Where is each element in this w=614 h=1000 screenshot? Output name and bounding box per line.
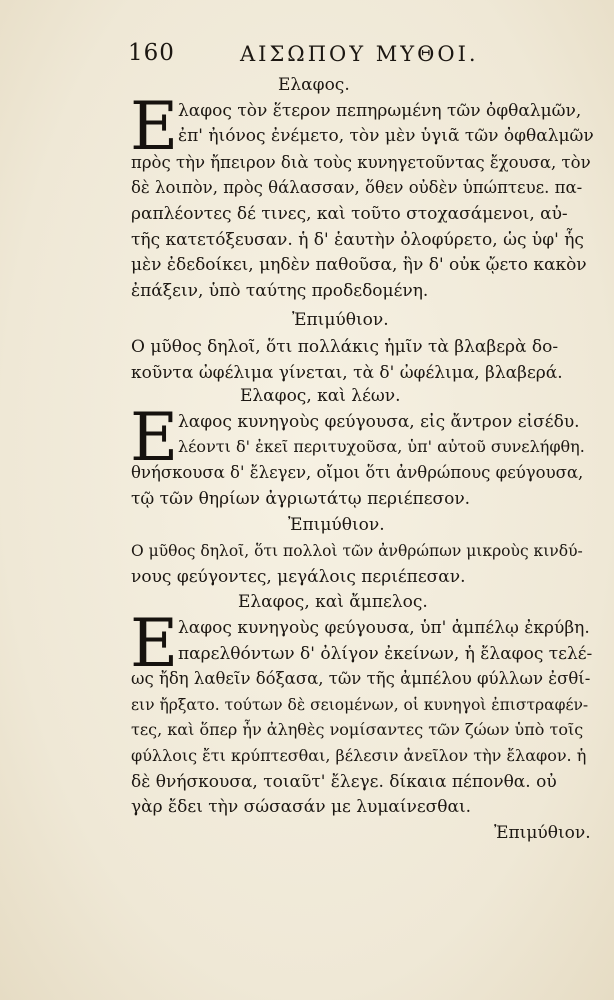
running-title: ΑΙΣΩΠΟΥ ΜΥΘΟΙ. (240, 42, 479, 66)
fable-3-moral-title: Ἐπιμύθιον. (494, 823, 591, 843)
fable-3-line: δὲ θνήσκουσα, τοιαῦτ' ἔλεγε. δίκαια πέπονθα. οὐ (131, 772, 557, 792)
fable-2-title: Ελαφος, καὶ λέων. (240, 386, 401, 406)
fable-1-line: ἐπ' ἠιόνος ἐνέμετο, τὸν μὲν ὑγιᾶ τῶν ὀφθαλμῶν (178, 126, 594, 146)
page-number: 160 (128, 40, 175, 66)
fable-3-line: ειν ἤρξατο. τούτων δὲ σειομένων, οἱ κυνηγοὶ ἐπιστραφέν- (131, 696, 589, 714)
fable-3-title: Ελαφος, καὶ ἄμπελος. (238, 592, 428, 612)
fable-3-line: φύλλοις ἔτι κρύπτεσθαι, βέλεσιν ἀνεῖλον τὴν ἔλαφον. ἡ (131, 746, 587, 765)
fable-2-moral-line: νους φεύγοντες, μεγάλοις περιέπεσαν. (131, 567, 466, 587)
fable-1-title: Ελαφος. (278, 75, 350, 95)
fable-2-line: λέοντι δ' ἐκεῖ περιτυχοῦσα, ὑπ' αὐτοῦ συνελήφθη. (178, 437, 585, 456)
fable-1-line: δὲ λοιπὸν, πρὸς θάλασσαν, ὅθεν οὐδὲν ὑπώπτευε. πα- (131, 178, 583, 197)
fable-1-moral-line: Ο μῦθος δηλοῖ, ὅτι πολλάκις ἡμῖν τὰ βλαβερὰ δο- (131, 337, 559, 357)
fable-1-moral-title: Ἐπιμύθιον. (292, 310, 389, 330)
fable-1-line: μὲν ἐδεδοίκει, μηδὲν παθοῦσα, ἣν δ' οὐκ ᾤετο κακὸν (131, 255, 587, 275)
fable-3-line: ως ἤδη λαθεῖν δόξασα, τῶν τῆς ἀμπέλου φύλλων ἐσθί- (131, 669, 591, 688)
fable-3-line: τες, καὶ ὅπερ ἦν ἀληθὲς νομίσαντες τῶν ζώων ὑπὸ τοῖς (131, 720, 584, 739)
fable-2-line: τῷ τῶν θηρίων ἀγριωτάτῳ περιέπεσον. (131, 489, 471, 509)
fable-1-line: λαφος τὸν ἕτερον πεπηρωμένη τῶν ὀφθαλμῶν, (178, 101, 582, 121)
fable-1-line: τῆς κατετόξευσαν. ἡ δ' ἑαυτὴν ὀλοφύρετο, ὡς ὑφ' ἧς (131, 230, 584, 250)
fable-1-line: πρὸς τὴν ἤπειρον διὰ τοὺς κυνηγετοῦντας ἔχουσα, τὸν (131, 153, 591, 172)
fable-2-moral-line: Ο μῦθος δηλοῖ, ὅτι πολλοὶ τῶν ἀνθρώπων μικροὺς κινδύ- (131, 542, 583, 560)
fable-1-moral-line: κοῦντα ὠφέλιμα γίνεται, τὰ δ' ὠφέλιμα, βλαβερά. (131, 363, 563, 383)
fable-3-line: γὰρ ἔδει τὴν σώσασάν με λυμαίνεσθαι. (131, 797, 472, 817)
running-header (128, 40, 508, 70)
fable-3-initial: E (130, 605, 179, 682)
fable-2-line: θνήσκουσα δ' ἔλεγεν, οἴμοι ὅτι ἀνθρώπους φεύγουσα, (131, 463, 584, 482)
fable-1-line: ραπλέοντες δέ τινες, καὶ τοῦτο στοχασάμενοι, αὐ- (131, 204, 568, 224)
fable-1-initial: E (130, 88, 179, 165)
fable-2-line: λαφος κυνηγοὺς φεύγουσα, εἰς ἄντρον εἰσέδυ. (178, 412, 580, 432)
fable-3-line: παρελθόντων δ' ὀλίγον ἐκείνων, ἡ ἔλαφος τελέ- (178, 644, 593, 664)
fable-3-line: λαφος κυνηγοὺς φεύγουσα, ὑπ' ἀμπέλῳ ἐκρύβη. (178, 618, 590, 638)
fable-2-initial: E (130, 399, 179, 476)
fable-2-moral-title: Ἐπιμύθιον. (288, 515, 385, 535)
fable-1-line: ἐπάξειν, ὑπὸ ταύτης προδεδομένη. (131, 281, 429, 301)
